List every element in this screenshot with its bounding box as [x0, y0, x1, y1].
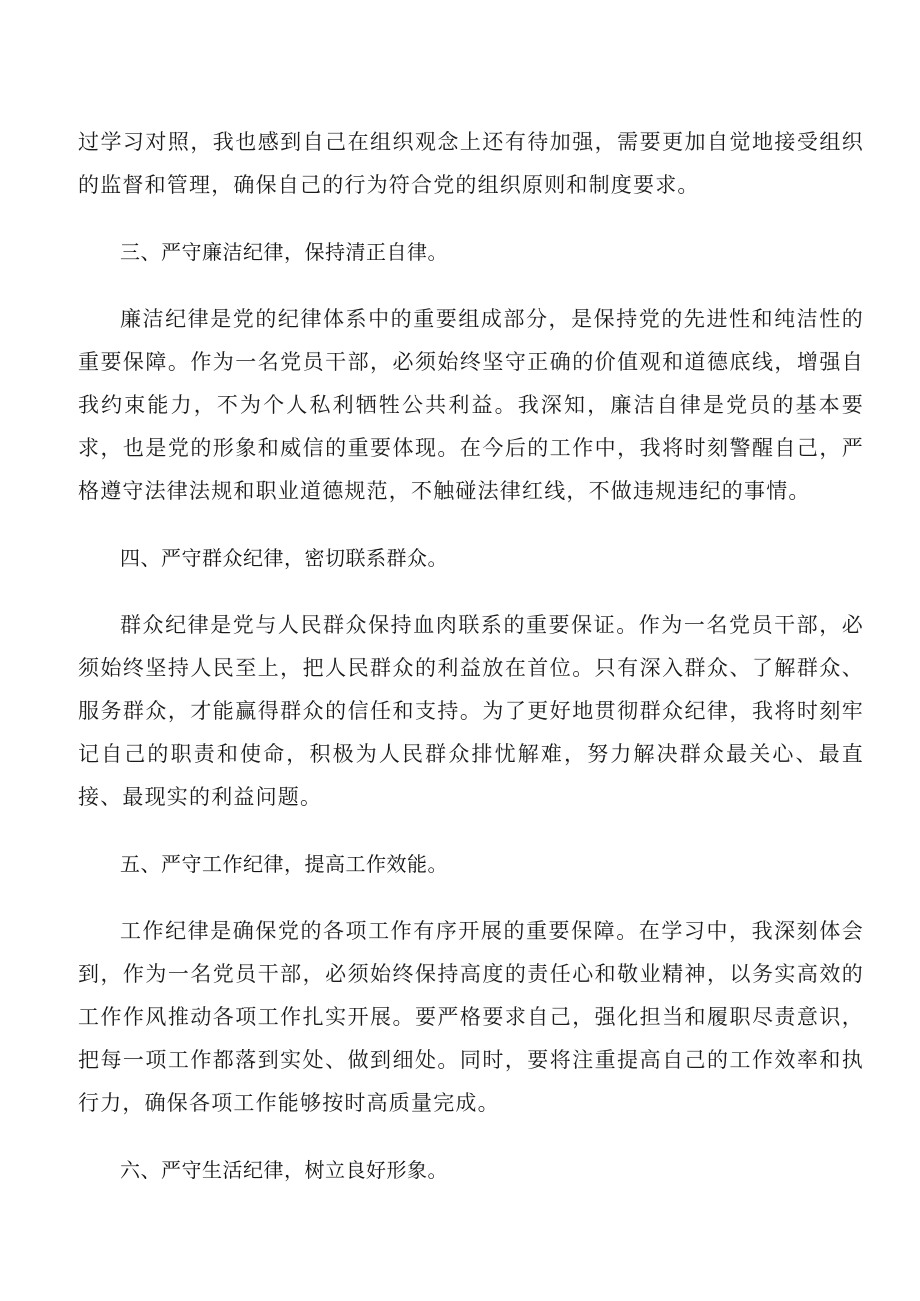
section-heading-5: 五、严守工作纪律，提高工作效能。 — [120, 852, 448, 876]
section-heading-6: 六、严守生活纪律，树立良好形象。 — [120, 1158, 448, 1182]
paragraph-integrity-discipline: 廉洁纪律是党的纪律体系中的重要组成部分，是保持党的先进性和纯洁性的重要保障。作为一名党员干部，必须始终坚守正确的价值观和道德底线，增强自我约束能力，不为个人私利牺牲公共利益。我深知，廉洁自律是党员的基本要求，也是党的形象和威信的重要体现。在今后的工作中，我将时刻警醒自己，严格遵守法律法规和职业道德规范，不触碰法律红线，不做违规违纪的事情。 — [78, 307, 864, 503]
section-heading-4: 四、严守群众纪律，密切联系群众。 — [120, 546, 448, 570]
paragraph-mass-discipline: 群众纪律是党与人民群众保持血肉联系的重要保证。作为一名党员干部，必须始终坚持人民至上，把人民群众的利益放在首位。只有深入群众、了解群众、服务群众，才能赢得群众的信任和支持。为了更好地贯彻群众纪律，我将时刻牢记自己的职责和使命，积极为人民群众排忧解难，努力解决群众最关心、最直接、最现实的利益问题。 — [78, 613, 864, 809]
document-body — [78, 121, 864, 1216]
paragraph-work-discipline: 工作纪律是确保党的各项工作有序开展的重要保障。在学习中，我深刻体会到，作为一名党员干部，必须始终保持高度的责任心和敬业精神，以务实高效的工作作风推动各项工作扎实开展。要严格要求自己，强化担当和履职尽责意识，把每一项工作都落到实处、做到细处。同时，要将注重提高自己的工作效率和执行力，确保各项工作能够按时高质量完成。 — [78, 919, 864, 1115]
section-heading-3: 三、严守廉洁纪律，保持清正自律。 — [120, 240, 448, 264]
paragraph-continuation: 过学习对照，我也感到自己在组织观念上还有待加强，需要更加自觉地接受组织的监督和管理，确保自己的行为符合党的组织原则和制度要求。 — [78, 130, 864, 197]
